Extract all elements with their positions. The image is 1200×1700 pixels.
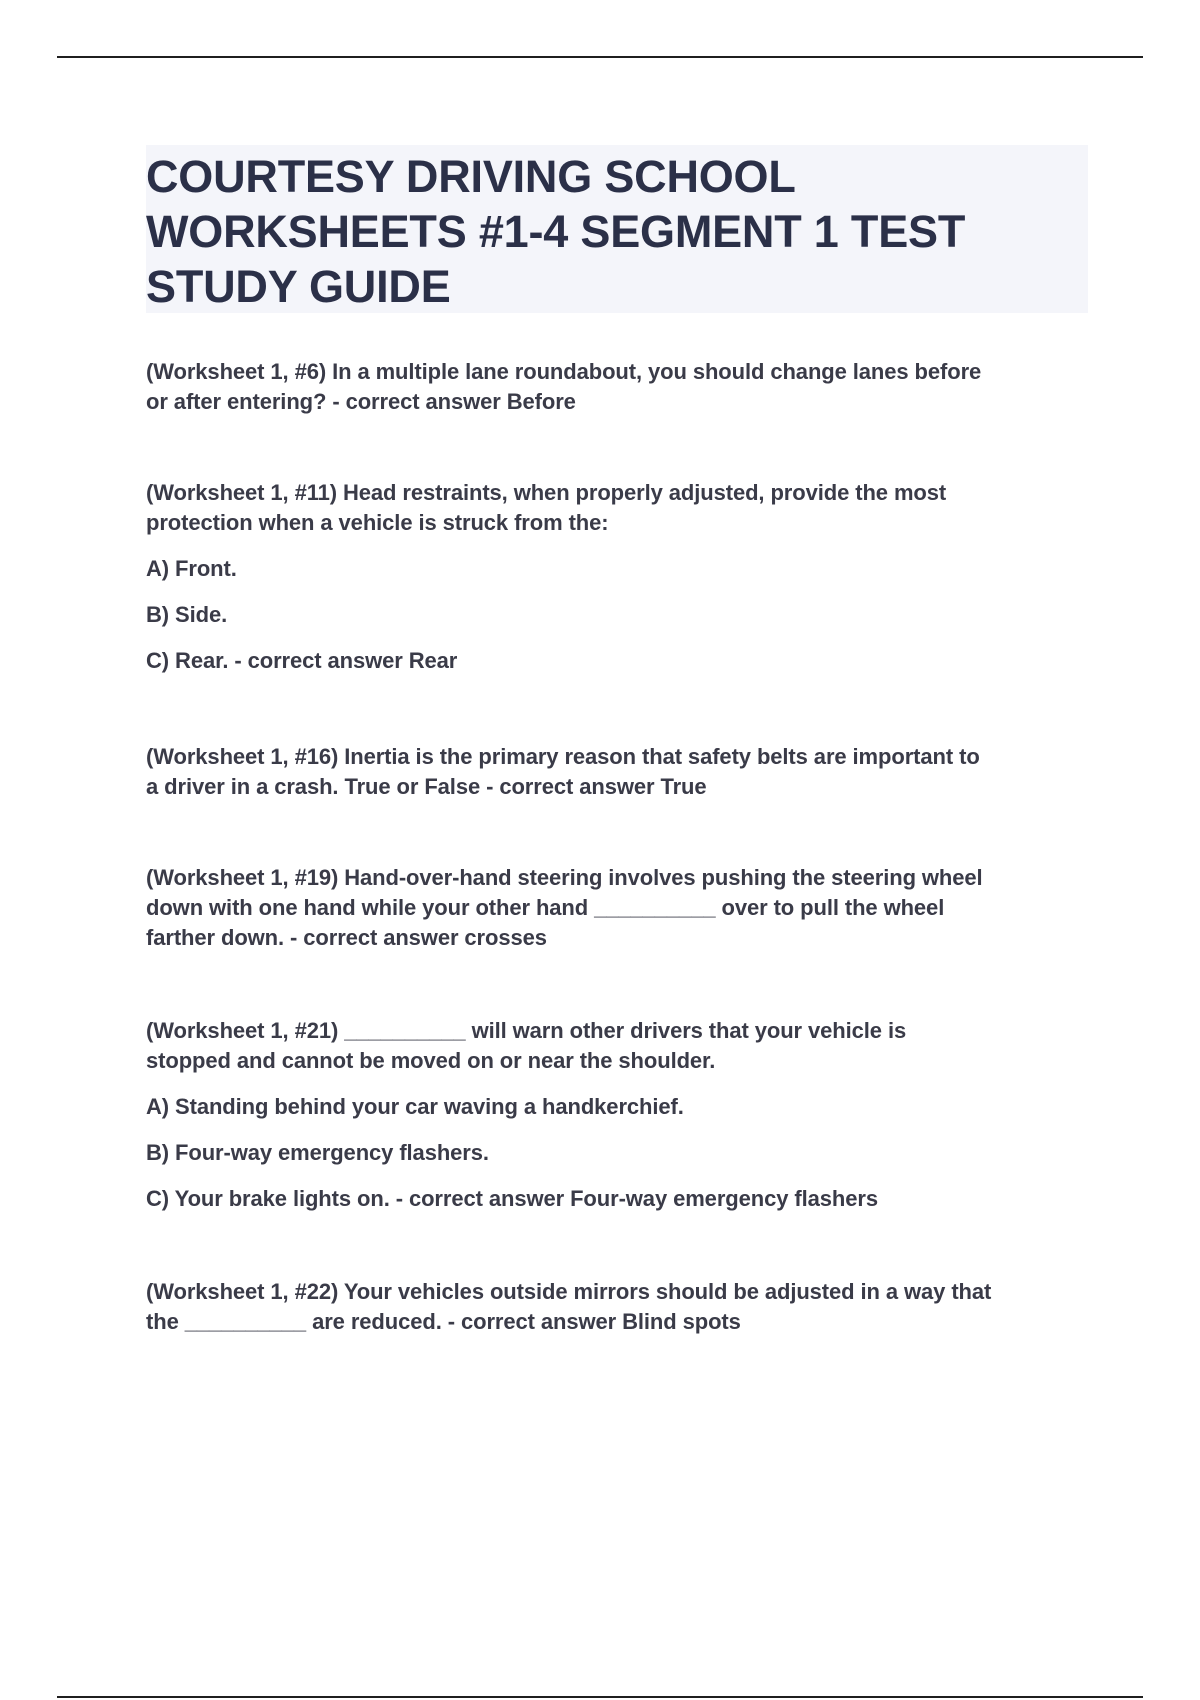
title-line-3: STUDY GUIDE (146, 261, 451, 312)
document-title (146, 149, 965, 314)
answer-option-a: A) Front. (146, 556, 237, 581)
top-rule (57, 56, 1143, 58)
question-text-line: (Worksheet 1, #16) Inertia is the primary reason that safety belts are important to (146, 744, 980, 769)
title-band (146, 145, 1088, 313)
question-ws1-19 (146, 863, 1096, 953)
question-text-line: farther down. - correct answer crosses (146, 925, 547, 950)
answer-option-b: B) Four-way emergency flashers. (146, 1140, 489, 1165)
question-text-line: protection when a vehicle is struck from the: (146, 510, 609, 535)
question-ws1-16 (146, 742, 1096, 802)
question-text-line: a driver in a crash. True or False - correct answer True (146, 774, 707, 799)
answer-option-a: A) Standing behind your car waving a handkerchief. (146, 1094, 684, 1119)
question-text-line: (Worksheet 1, #21) __________ will warn other drivers that your vehicle is (146, 1018, 907, 1043)
title-line-2: WORKSHEETS #1-4 SEGMENT 1 TEST (146, 206, 966, 257)
question-text-line: or after entering? - correct answer Before (146, 389, 576, 414)
question-ws1-6 (146, 357, 1096, 417)
question-ws1-11 (146, 478, 1096, 676)
question-text-line: (Worksheet 1, #22) Your vehicles outside mirrors should be adjusted in a way that (146, 1279, 992, 1304)
question-text-line: (Worksheet 1, #11) Head restraints, when properly adjusted, provide the most (146, 480, 947, 505)
question-text-line: down with one hand while your other hand __________ over to pull the wheel (146, 895, 945, 920)
answer-option-b: B) Side. (146, 602, 228, 627)
answer-option-c: C) Rear. - correct answer Rear (146, 648, 458, 673)
question-text-line: the __________ are reduced. - correct answer Blind spots (146, 1309, 741, 1334)
question-text-line: (Worksheet 1, #19) Hand-over-hand steering involves pushing the steering wheel (146, 865, 983, 890)
question-text-line: (Worksheet 1, #6) In a multiple lane roundabout, you should change lanes before (146, 359, 982, 384)
answer-option-c: C) Your brake lights on. - correct answer Four-way emergency flashers (146, 1186, 878, 1211)
title-line-1: COURTESY DRIVING SCHOOL (146, 151, 796, 202)
question-ws1-21 (146, 1016, 1096, 1214)
question-ws1-22 (146, 1277, 1096, 1337)
question-text-line: stopped and cannot be moved on or near the shoulder. (146, 1048, 716, 1073)
bottom-rule (57, 1696, 1143, 1698)
